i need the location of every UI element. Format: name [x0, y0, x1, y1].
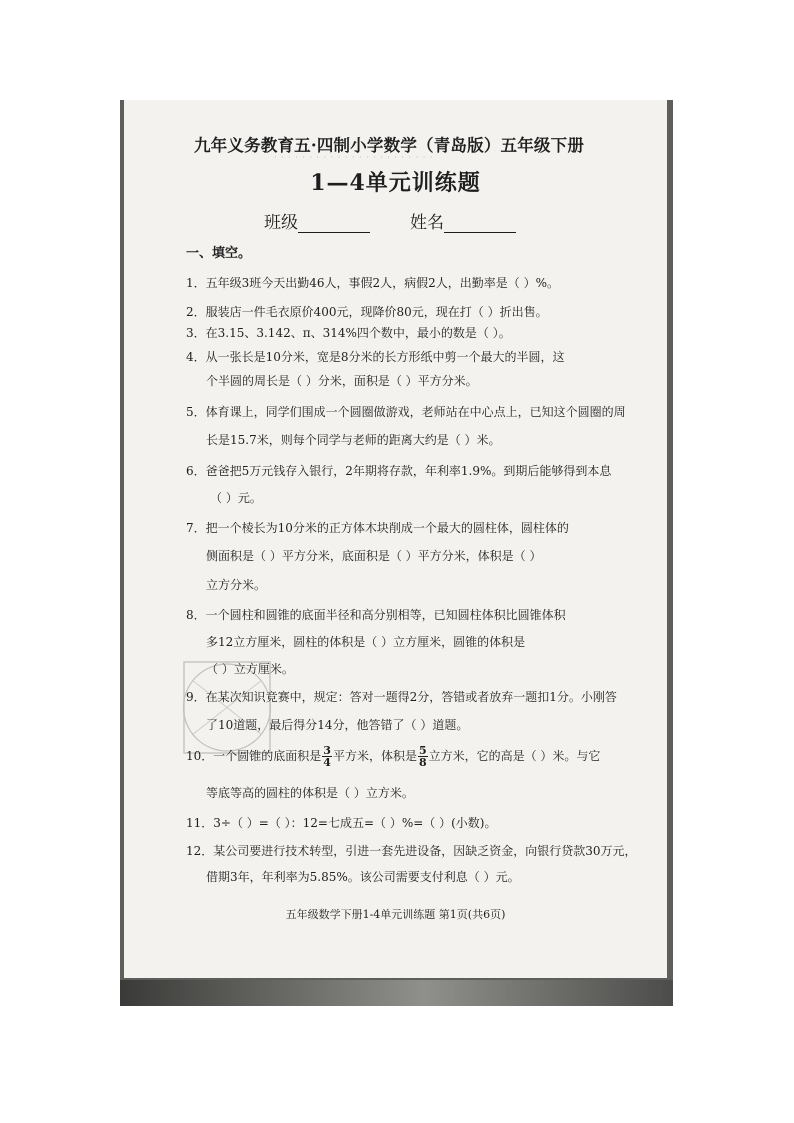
- question-5-line-2: 长是15.7米，则每个同学与老师的距离大约是（ ）米。: [206, 433, 501, 447]
- question-2: 2．服装店一件毛衣原价400元，现降价80元，现在打（ ）折出售。: [186, 305, 548, 319]
- question-1: 1．五年级3班今天出勤46人，事假2人，病假2人，出勤率是（ ）%。: [186, 276, 560, 290]
- question-7-line-2: 侧面积是（ ）平方分米，底面积是（ ）平方分米，体积是（ ）: [206, 549, 542, 563]
- name-label: 姓名: [410, 213, 444, 233]
- question-6-line-2: （ ）元。: [210, 491, 262, 505]
- page-footer: 五年级数学下册1-4单元训练题 第1页(共6页): [285, 908, 506, 921]
- fraction-three-quarters: $\frac{3}{4}$: [323, 744, 331, 769]
- question-11: 11．3÷（ ）=（ ）：12=七成五=（ ）%=（ ）(小数)。: [186, 816, 497, 830]
- question-10-text-c: 立方米，它的高是（ ）米。与它: [428, 749, 601, 763]
- bleed-through-figure: [182, 660, 272, 755]
- class-label: 班级: [264, 213, 298, 233]
- student-info-row: [264, 208, 556, 233]
- photo-bottom-strip: [120, 980, 673, 1006]
- question-8-line-3: （ ）立方厘米。: [206, 662, 294, 676]
- question-8-line-1: 8．一个圆柱和圆锥的底面半径和高分别相等，已知圆柱体积比圆锥体积: [186, 608, 566, 622]
- exam-paper: [124, 100, 667, 978]
- question-5-line-1: 5．体育课上，同学们围成一个圆圈做游戏，老师站在中心点上，已知这个圆圈的周: [186, 405, 626, 419]
- question-12-line-1: 12．某公司要进行技术转型，引进一套先进设备，因缺乏资金，向银行贷款30万元，: [186, 844, 637, 858]
- section-title: 一、填空。: [186, 246, 252, 261]
- name-blank: [444, 216, 516, 233]
- question-4-line-2: 个半圆的周长是（ ）分米，面积是（ ）平方分米。: [206, 374, 478, 388]
- class-blank: [298, 216, 370, 233]
- series-title: 九年义务教育五·四制小学数学（青岛版）五年级下册: [193, 136, 585, 155]
- question-9-line-2: 了10道题，最后得分14分，他答错了（ ）道题。: [206, 718, 469, 732]
- question-12-line-2: 借期3年，年利率为5.85%。该公司需要支付利息（ ）元。: [206, 870, 520, 884]
- unit-title: 1—4单元训练题: [310, 170, 481, 196]
- question-8-line-2: 多12立方厘米，圆柱的体积是（ ）立方厘米，圆锥的体积是: [206, 635, 526, 649]
- document-photo: [120, 100, 673, 1006]
- question-7-line-1: 7．把一个棱长为10分米的正方体木块削成一个最大的圆柱体，圆柱体的: [186, 521, 569, 535]
- question-9-line-1: 9．在某次知识竞赛中，规定：答对一题得2分，答错或者放弃一题扣1分。小刚答: [186, 690, 617, 704]
- question-3: 3．在3.15、3.142、π、314%四个数中，最小的数是（ ）。: [186, 326, 511, 340]
- question-10-line-1: [186, 745, 600, 768]
- bleed-through-text: · · · · · · · · · · · · · · · · · · · · · · ·: [274, 153, 434, 161]
- question-6-line-1: 6．爸爸把5万元钱存入银行，2年期将存款，年利率1.9%。到期后能够得到本息: [186, 464, 612, 478]
- question-10-text-a: 10．一个圆锥的底面积是: [186, 749, 322, 763]
- question-7-line-3: 立方分米。: [206, 578, 267, 592]
- question-10-line-2: 等底等高的圆柱的体积是（ ）立方米。: [206, 786, 414, 800]
- question-4-line-1: 4．从一张长是10分米，宽是8分米的长方形纸中剪一个最大的半圆，这: [186, 350, 565, 364]
- fraction-five-eighths: $\frac{5}{8}$: [418, 744, 427, 769]
- question-10-text-b: 平方米，体积是: [332, 749, 417, 763]
